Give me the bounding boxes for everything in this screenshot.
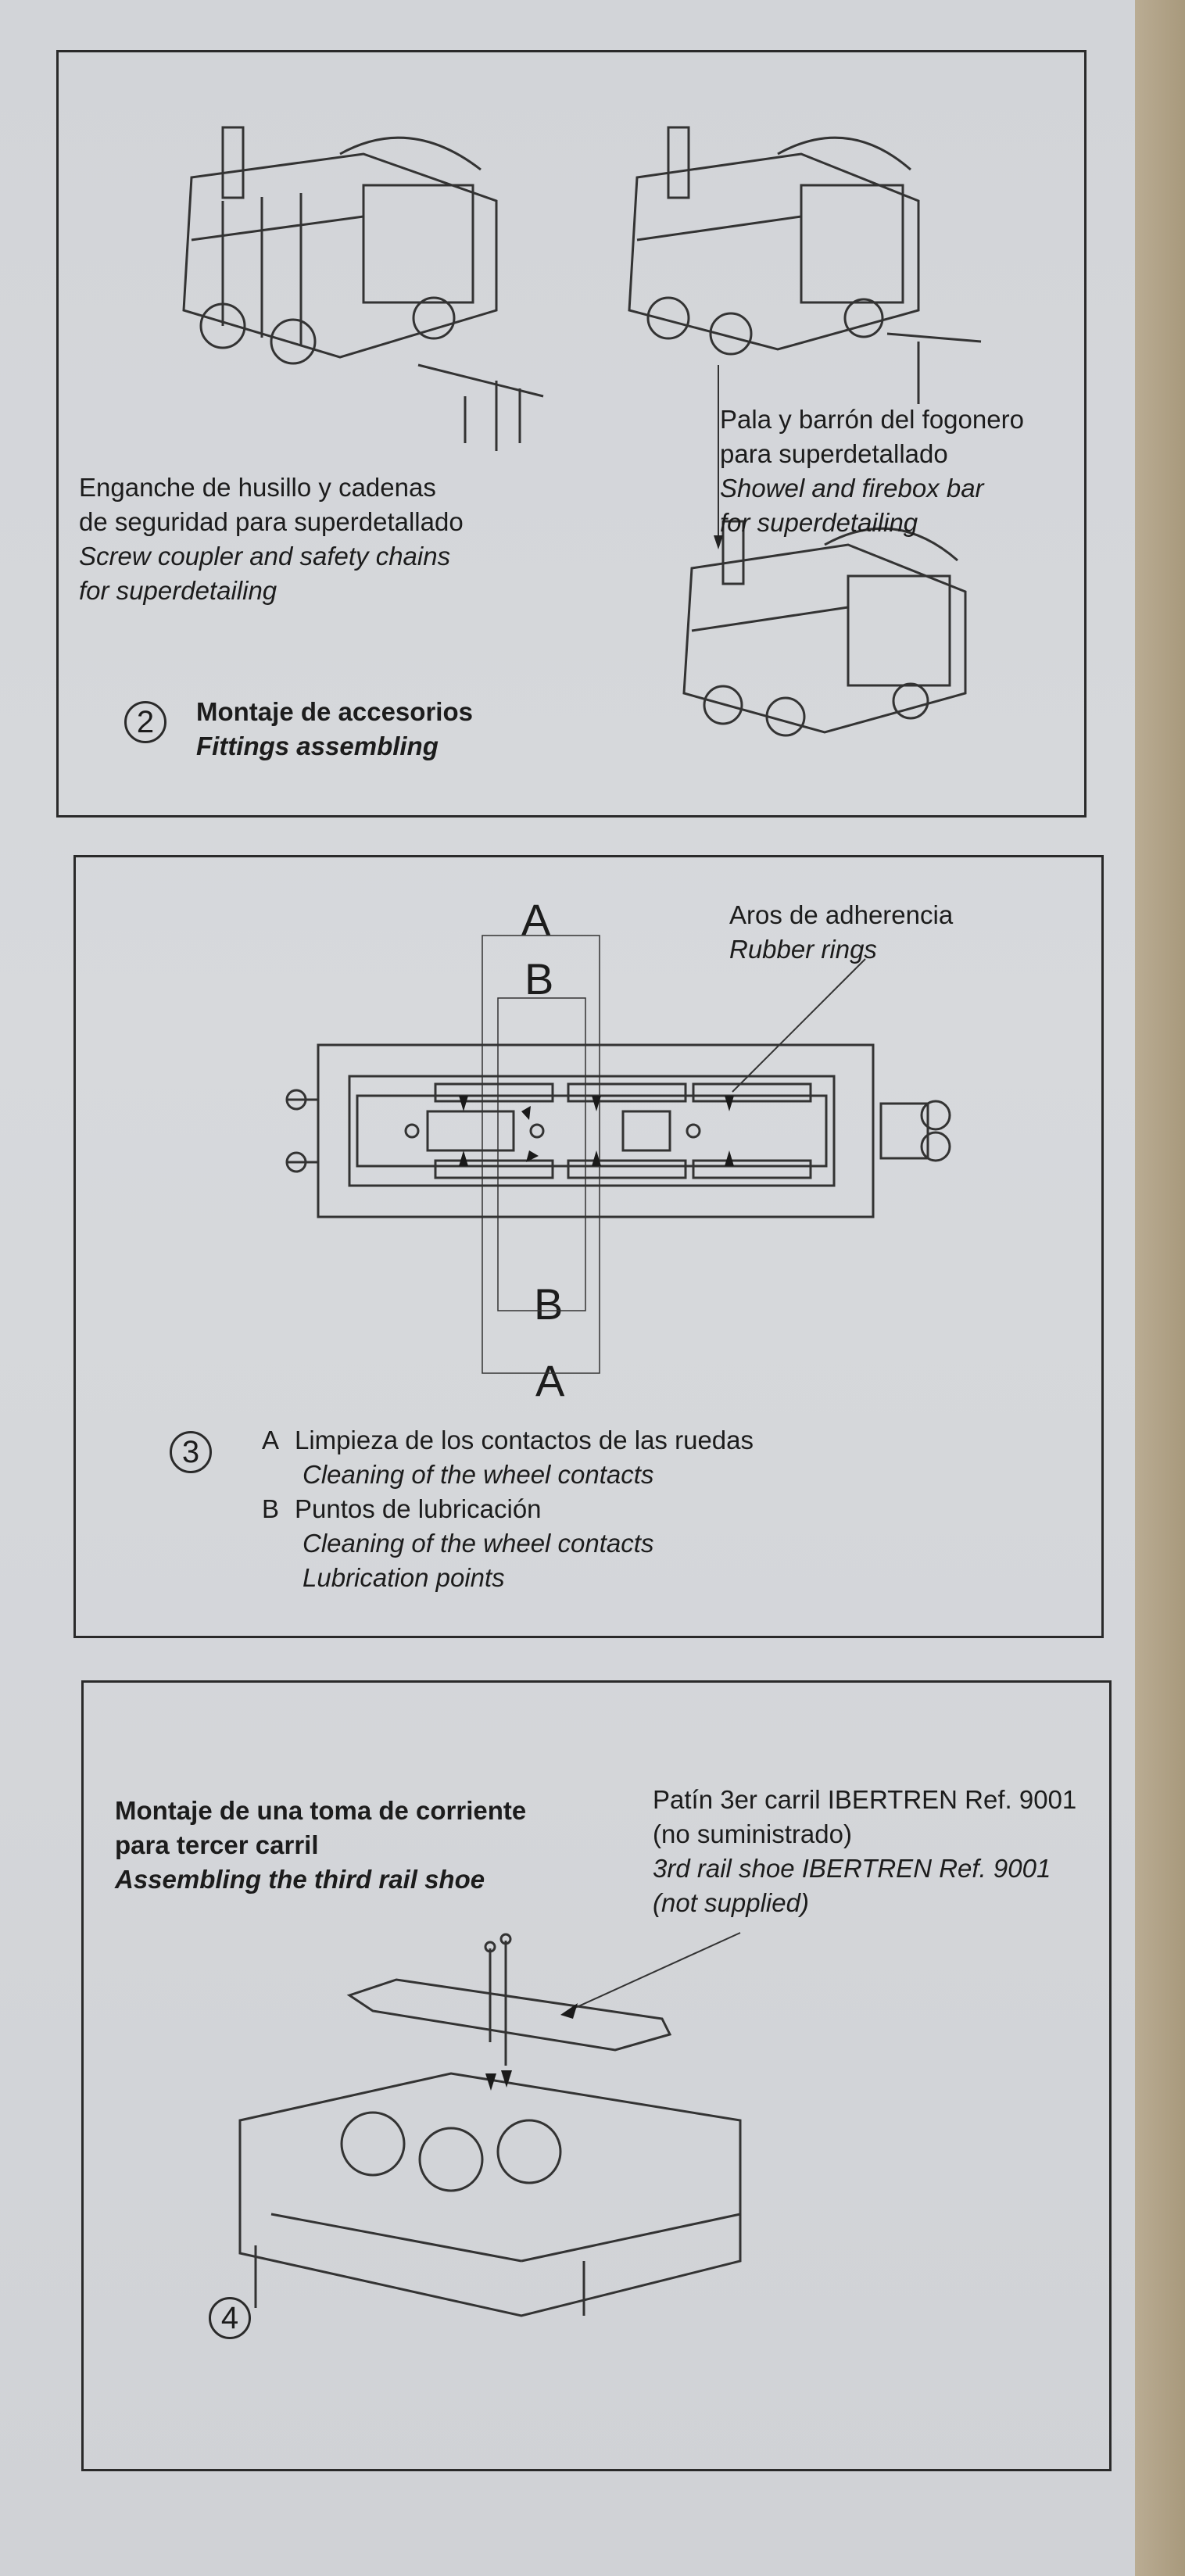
coupler-label-en-1: Screw coupler and safety chains [79, 542, 451, 571]
locomotive-drawing-shovel-top [543, 84, 981, 412]
panel4-title-es-1: Montaje de una toma de corriente [115, 1796, 527, 1825]
a-description-en: Cleaning of the wheel contacts [303, 1460, 654, 1489]
rubber-rings-label-es: Aros de adherencia [729, 900, 954, 929]
step-number-4: 4 [209, 2297, 251, 2339]
panel4-title-en: Assembling the third rail shoe [115, 1865, 485, 1894]
coupler-label-es-2: de seguridad para superdetallado [79, 507, 464, 536]
shoe-label-en-2: (not supplied) [653, 1888, 809, 1917]
shoe-label-es-2: (no suministrado) [653, 1819, 852, 1848]
shovel-label-es-2: para superdetallado [720, 439, 948, 468]
third-rail-shoe-drawing [193, 1917, 834, 2324]
panel-wheel-contacts [73, 855, 1104, 1638]
label-b-bottom: B [534, 1279, 564, 1329]
a-letter: A [262, 1426, 280, 1454]
panel-fittings-assembling [56, 50, 1087, 818]
a-description-es: Limpieza de los contactos de las ruedas [295, 1426, 754, 1454]
b-description-es: Puntos de lubricación [295, 1494, 542, 1523]
shoe-label-es-1: Patín 3er carril IBERTREN Ref. 9001 [653, 1785, 1077, 1814]
shovel-label-en-2: for superdetailing [720, 508, 918, 537]
b-description-en-2: Lubrication points [303, 1563, 505, 1592]
panel4-title-es-2: para tercer carril [115, 1830, 319, 1859]
panel-third-rail-shoe [81, 1680, 1112, 2471]
locomotive-drawing-coupler [106, 84, 543, 459]
step-number-2: 2 [124, 701, 166, 743]
panel2-title-en: Fittings assembling [196, 732, 439, 760]
step-number-3: 3 [170, 1431, 212, 1473]
shovel-label-en-1: Showel and firebox bar [720, 474, 984, 503]
panel2-title-es: Montaje de accesorios [196, 697, 473, 726]
coupler-label-en-2: for superdetailing [79, 576, 277, 605]
rubber-rings-label-en: Rubber rings [729, 935, 877, 964]
b-description-en-1: Cleaning of the wheel contacts [303, 1529, 654, 1558]
coupler-label-es-1: Enganche de husillo y cadenas [79, 473, 436, 502]
shovel-label-es-1: Pala y barrón del fogonero [720, 405, 1024, 434]
shoe-label-en-1: 3rd rail shoe IBERTREN Ref. 9001 [653, 1854, 1051, 1883]
chassis-underside-drawing [287, 936, 975, 1373]
label-a-top: A [521, 895, 551, 944]
label-a-bottom: A [535, 1356, 565, 1405]
b-letter: B [262, 1494, 280, 1523]
label-b-top: B [524, 954, 554, 1004]
